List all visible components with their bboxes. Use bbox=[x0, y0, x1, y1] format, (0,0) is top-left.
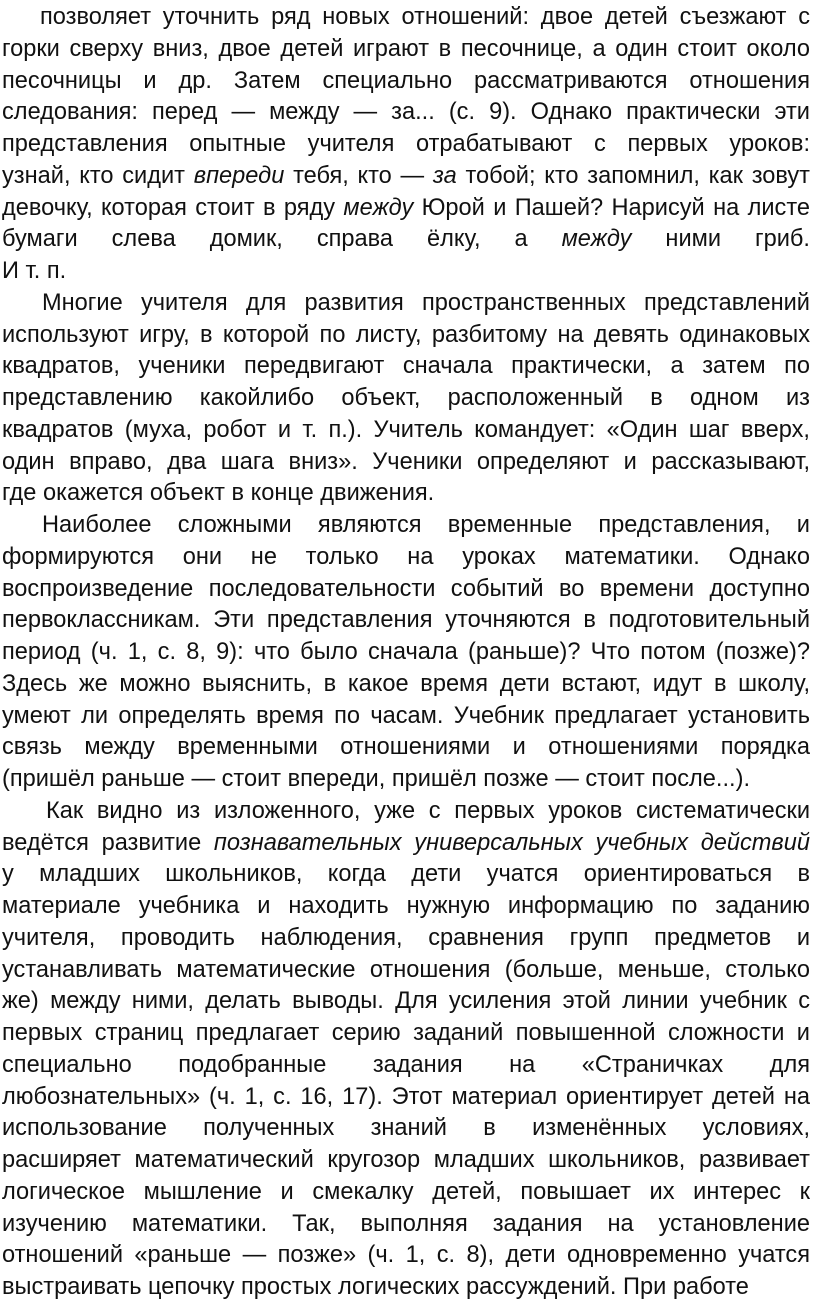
text-line bbox=[2, 224, 810, 256]
text-run: Как видно из изложенного, уже с первых уроков систематически bbox=[46, 797, 810, 824]
text-run: квадратов (муха, робот и т. п.). Учитель командует: «Один шаг вверх, bbox=[2, 416, 810, 443]
text-run: (пришёл раньше — стоит впереди, пришёл позже — стоит после...). bbox=[2, 766, 751, 792]
text-line bbox=[2, 288, 810, 320]
text-run: расширяет математический кругозор младших школьников, развивает bbox=[2, 1147, 810, 1173]
paragraph-3 bbox=[2, 510, 810, 796]
text-line bbox=[2, 986, 810, 1018]
text-line bbox=[2, 764, 810, 796]
text-line bbox=[2, 828, 810, 860]
text-run: специально подобранные задания на «Страничках для bbox=[2, 1051, 810, 1078]
text-line bbox=[2, 161, 810, 193]
text-line bbox=[2, 256, 810, 288]
text-line bbox=[2, 1050, 810, 1082]
text-line bbox=[2, 97, 810, 129]
text-run: любознательных» (ч. 1, с. 16, 17). Этот материал ориентирует детей на bbox=[2, 1083, 810, 1110]
text-run: используют игру, в которой по листу, разбитому на девять одинаковых bbox=[2, 321, 810, 348]
text-run: И т. п. bbox=[2, 258, 67, 284]
text-run: тобой; кто запомнил, как зовут bbox=[456, 162, 810, 189]
text-line bbox=[2, 701, 810, 733]
text-run: квадратов, ученики передвигают сначала практически, а затем по bbox=[2, 353, 810, 380]
text-run: бумаги слева домик, справа ёлку, а bbox=[2, 226, 562, 253]
text-run: представлению какойлибо объект, расположенный в одном из bbox=[2, 385, 810, 411]
text-run: тебя, кто — bbox=[284, 162, 433, 189]
text-run: логическое мышление и смекалку детей, повышает их интерес к bbox=[2, 1178, 810, 1205]
italic-term: между bbox=[343, 194, 414, 221]
text-run: учителя, проводить наблюдения, сравнения групп предметов и bbox=[2, 924, 810, 951]
text-line bbox=[2, 66, 810, 98]
paragraph-1 bbox=[2, 2, 810, 288]
text-line bbox=[2, 669, 810, 701]
text-run: первых страниц предлагает серию заданий повышенной сложности и bbox=[2, 1020, 810, 1046]
text-line bbox=[2, 447, 810, 479]
text-run: горки сверху вниз, двое детей играют в песочнице, а один стоит около bbox=[2, 35, 810, 62]
text-run: же) между ними, делать выводы. Для усиления этой линии учебник с bbox=[2, 988, 810, 1015]
text-line bbox=[2, 542, 810, 574]
text-run: формируются они не только на уроках математики. Однако bbox=[2, 543, 810, 570]
text-line bbox=[2, 923, 810, 955]
text-line bbox=[2, 1082, 810, 1114]
text-run: связь между временными отношениями и отношениями порядка bbox=[2, 734, 810, 761]
text-line bbox=[2, 732, 810, 764]
text-run: узнай, кто сидит bbox=[2, 162, 194, 189]
italic-term: впереди bbox=[193, 162, 285, 189]
text-run: изучению математики. Так, выполняя задания на установление bbox=[2, 1210, 810, 1237]
text-line bbox=[2, 574, 810, 606]
text-run: отношений «раньше — позже» (ч. 1, с. 8), дети одновременно учатся bbox=[2, 1242, 810, 1269]
text-line bbox=[2, 955, 810, 987]
text-run: ведётся развитие bbox=[2, 829, 214, 856]
text-run: материале учебника и находить нужную информацию по заданию bbox=[2, 893, 810, 919]
text-line bbox=[2, 510, 810, 542]
text-run: следования: перед — между — за... (с. 9). Однако практически эти bbox=[2, 99, 810, 126]
text-line bbox=[2, 320, 810, 352]
paragraph-4 bbox=[2, 796, 810, 1304]
text-line bbox=[2, 1145, 810, 1177]
text-run: ними гриб. bbox=[631, 226, 810, 253]
text-line bbox=[2, 859, 810, 891]
text-line bbox=[2, 1272, 810, 1304]
text-line bbox=[2, 383, 810, 415]
text-run: период (ч. 1, с. 8, 9): что было сначала (раньше)? Что потом (позже)? bbox=[2, 639, 810, 665]
text-line bbox=[2, 129, 810, 161]
text-line bbox=[2, 1209, 810, 1241]
text-line bbox=[2, 796, 810, 828]
text-run: один вправо, два шага вниз». Ученики определяют и рассказывают, bbox=[2, 448, 810, 475]
text-run: Многие учителя для развития пространственных представлений bbox=[42, 289, 810, 316]
text-line bbox=[2, 891, 810, 923]
text-run: Наиболее сложными являются временные представления, и bbox=[42, 512, 810, 538]
text-line bbox=[2, 351, 810, 383]
text-line bbox=[2, 637, 810, 669]
italic-term: между bbox=[561, 226, 632, 253]
text-run: Юрой и Пашей? Нарисуй на листе bbox=[413, 194, 810, 221]
text-run: устанавливать математические отношения (больше, меньше, столько bbox=[2, 956, 810, 983]
text-run: умеют ли определять время по часам. Учебник предлагает установить bbox=[2, 702, 810, 729]
text-line bbox=[2, 193, 810, 225]
text-run: где окажется объект в конце движения. bbox=[2, 480, 435, 507]
text-line bbox=[2, 1240, 810, 1272]
text-run: у младших школьников, когда дети учатся ориентироваться в bbox=[2, 861, 810, 888]
text-run: позволяет уточнить ряд новых отношений: двое детей съезжают с bbox=[40, 4, 810, 30]
text-line bbox=[2, 605, 810, 637]
text-line bbox=[2, 1177, 810, 1209]
text-run: представления опытные учителя отрабатывают с первых уроков: bbox=[2, 131, 810, 157]
paragraph-2 bbox=[2, 288, 810, 510]
text-line bbox=[2, 415, 810, 447]
italic-term: за bbox=[432, 162, 457, 189]
text-run: выстраивать цепочку простых логических рассуждений. При работе bbox=[2, 1274, 749, 1300]
text-run: воспроизведение последовательности событий во времени доступно bbox=[2, 575, 810, 602]
italic-term: познавательных универсальных учебных действий bbox=[213, 829, 810, 856]
text-line bbox=[2, 1018, 810, 1050]
text-run: девочку, которая стоит в ряду bbox=[2, 194, 344, 221]
text-run: первоклассникам. Эти представления уточняются в подготовительный bbox=[2, 607, 810, 634]
text-line bbox=[2, 1113, 810, 1145]
text-run: использование полученных знаний в изменённых условиях, bbox=[2, 1115, 810, 1142]
text-line bbox=[2, 34, 810, 66]
text-line bbox=[2, 2, 810, 34]
text-line bbox=[2, 478, 810, 510]
text-run: Здесь же можно выяснить, в какое время дети встают, идут в школу, bbox=[2, 670, 810, 697]
text-run: песочницы и др. Затем специально рассматриваются отношения bbox=[2, 67, 810, 94]
